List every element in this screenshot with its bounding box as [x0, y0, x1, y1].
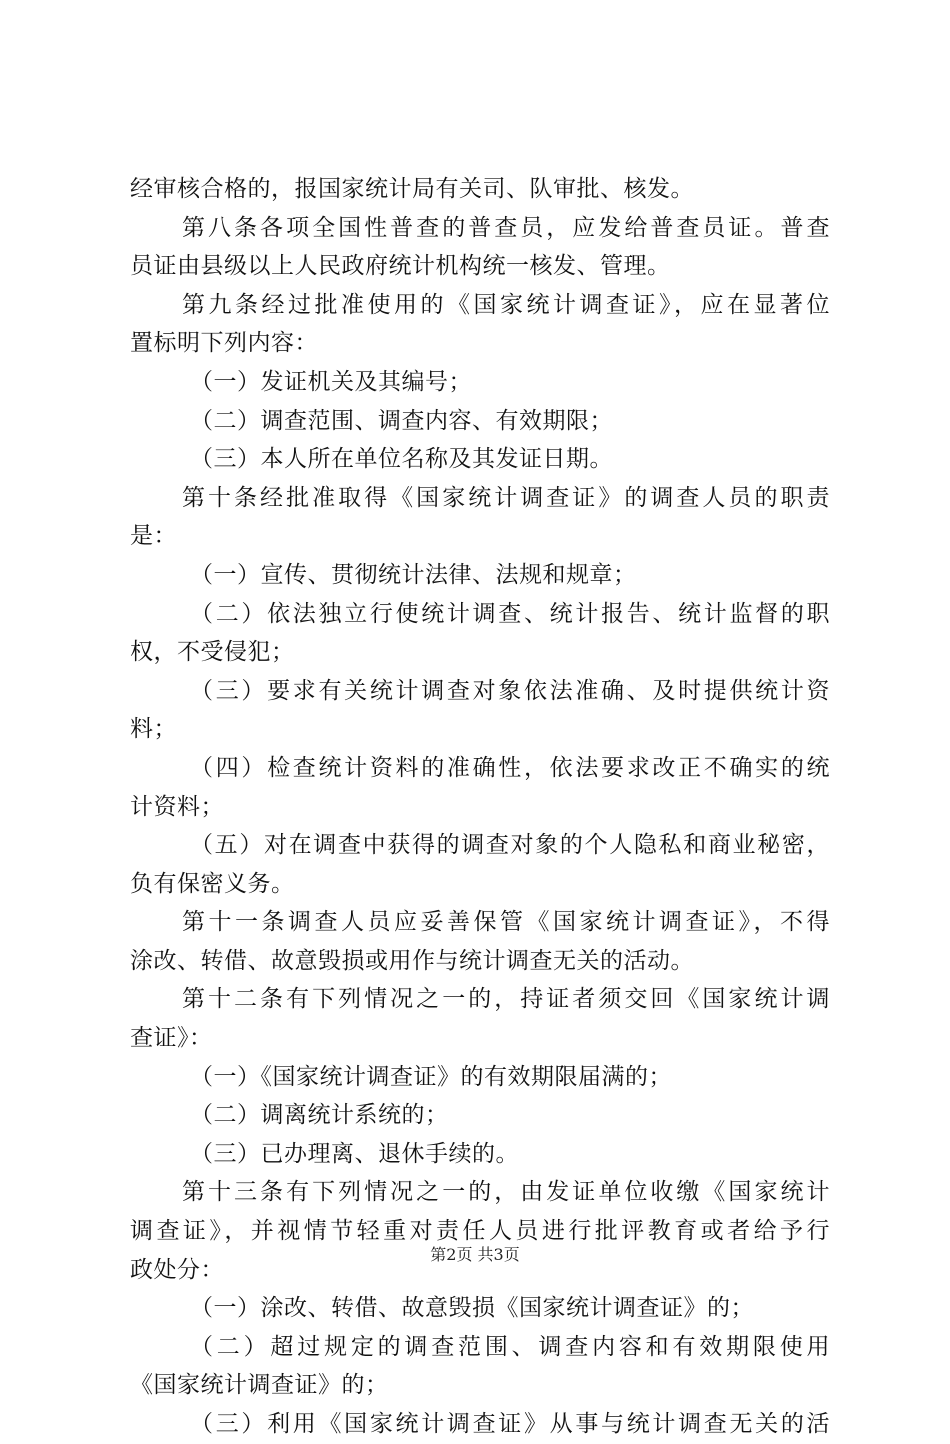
text-line: 第八条各项全国性普查的普查员，应发给普查员证。普查 [182, 214, 830, 241]
text-line: （五）对在调查中获得的调查对象的个人隐私和商业秘密， [190, 832, 830, 859]
text-line: 第十条经批准取得《国家统计调查证》的调查人员的职责 [182, 484, 830, 511]
text-line: （三）要求有关统计调查对象依法准确、及时提供统计资 [190, 677, 830, 704]
text-line: （二）调查范围、调查内容、有效期限； [190, 407, 613, 434]
text-line: 第十三条有下列情况之一的，由发证单位收缴《国家统计 [182, 1179, 830, 1206]
text-line: 调查证》，并视情节轻重对责任人员进行批评教育或者给予行 [130, 1218, 830, 1245]
text-line: 《国家统计调查证》的； [130, 1372, 389, 1399]
text-line: 计资料； [130, 793, 224, 820]
text-line: 置标明下列内容： [130, 330, 318, 357]
text-line: （三）利用《国家统计调查证》从事与统计调查无关的活 [190, 1411, 830, 1437]
text-line: （三）已办理离、退休手续的。 [190, 1140, 519, 1167]
text-line: 第十二条有下列情况之一的，持证者须交回《国家统计调 [182, 986, 830, 1013]
text-line: （一）发证机关及其编号； [190, 368, 472, 395]
text-line: （一）宣传、贯彻统计法律、法规和规章； [190, 561, 637, 588]
text-line: 政处分： [130, 1256, 224, 1283]
text-line: 经审核合格的，报国家统计局有关司、队审批、核发。 [130, 176, 694, 202]
text-line: 第九条经过批准使用的《国家统计调查证》，应在显著位 [182, 291, 830, 318]
text-line: （二）调离统计系统的； [190, 1102, 449, 1129]
page-number-footer: 第2页 共3页 [430, 1245, 520, 1264]
text-line: 权，不受侵犯； [130, 639, 295, 666]
text-line: （二）超过规定的调查范围、调查内容和有效期限使用 [190, 1333, 830, 1360]
text-line: （二）依法独立行使统计调查、统计报告、统计监督的职 [190, 600, 830, 627]
text-line: 负有保密义务。 [130, 870, 295, 897]
text-line: 员证由县级以上人民政府统计机构统一核发、管理。 [130, 253, 671, 280]
text-line: 涂改、转借、故意毁损或用作与统计调查无关的活动。 [130, 947, 694, 974]
text-line: 第十一条调查人员应妥善保管《国家统计调查证》，不得 [182, 909, 830, 936]
text-line: 是： [130, 523, 177, 550]
text-line: （一）涂改、转借、故意毁损《国家统计调查证》的； [190, 1295, 754, 1322]
text-line: （一）《国家统计调查证》的有效期限届满的； [190, 1063, 672, 1090]
text-line: （四）检查统计资料的准确性，依法要求改正不确实的统 [190, 754, 830, 781]
text-line: 查证》： [130, 1025, 213, 1052]
text-line: 料； [130, 716, 177, 743]
text-line: （三）本人所在单位名称及其发证日期。 [190, 446, 613, 473]
